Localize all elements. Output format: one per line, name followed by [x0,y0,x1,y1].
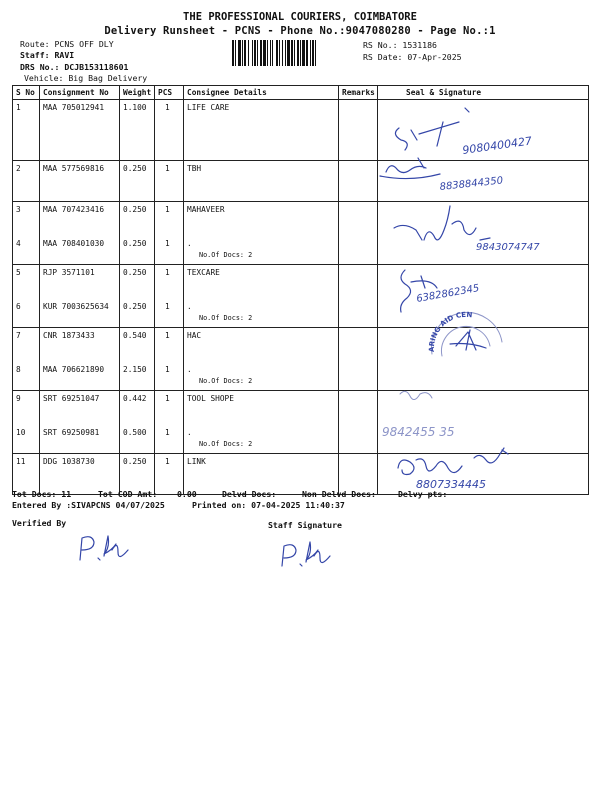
verified-by-label: Verified By [12,518,67,528]
handwritten-phone: 9842455 35 [382,425,455,439]
cell-consignee: TOOL SHOPE [184,391,339,426]
cell-remarks [339,202,378,237]
route-label: Route: PCNS OFF DLY [20,39,114,49]
rs-date: RS Date: 07-Apr-2025 [363,52,462,62]
cell-sno: 7 [13,328,40,363]
cell-weight: 0.442 [120,391,155,426]
total-docs: Tot Docs: 11 [12,489,72,499]
barcode-bar [291,40,293,66]
barcode-bar [306,40,308,66]
cell-sno: 4 [13,236,40,265]
delivered-docs: Delvd Docs: [222,489,277,499]
stamp-text: ARING AID CEN [427,310,473,353]
cell-pcs: 1 [155,425,184,454]
staff-signature [272,538,342,578]
barcode-bar [285,40,286,66]
company-name: THE PROFESSIONAL COURIERS, COIMBATORE [183,11,417,23]
docs-count: No.Of Docs: 2 [199,251,253,259]
signature-row2 [378,150,578,200]
barcode-bar [315,40,316,66]
cell-sno: 1 [13,100,40,161]
cell-pcs: 1 [155,265,184,300]
column-header: Consignee Details [184,86,339,100]
runsheet-title: Delivery Runsheet - PCNS - Phone No.:9047080280 - Page No.:1 [104,25,496,37]
cell-remarks [339,391,378,426]
cell-sno: 10 [13,425,40,454]
cell-remarks [339,100,378,161]
barcode-bar [235,40,236,66]
barcode-bar [260,40,262,66]
cell-consignment: MAA 707423416 [40,202,120,237]
cell-pcs: 1 [155,299,184,328]
handwritten-phone: 6382862345 [415,283,481,305]
cell-remarks [339,328,378,363]
barcode-bar [254,40,256,66]
cell-weight: 0.500 [120,425,155,454]
barcode-bar [232,40,234,66]
signature-row10 [382,380,572,440]
vehicle-label: Vehicle: Big Bag Delivery [24,73,148,83]
cell-pcs: 1 [155,100,184,161]
cell-consignee: MAHAVEER [184,202,339,237]
cell-remarks [339,265,378,300]
cell-pcs: 1 [155,161,184,202]
total-cod-value: 0.00 [177,489,197,499]
cell-weight: 0.250 [120,265,155,300]
cell-pcs: 1 [155,391,184,426]
barcode-bar [244,40,246,66]
cell-weight: 0.250 [120,161,155,202]
barcode-bar [294,40,295,66]
barcode-bar [287,40,290,66]
cell-sno: 8 [13,362,40,391]
consignee-name: . [187,428,192,437]
barcode-bar [279,40,280,66]
handwritten-phone: 9843074747 [476,242,540,253]
cell-remarks [339,236,378,265]
delivery-points: Delvy pts: [398,489,448,499]
cell-consignee [184,236,339,265]
column-header: Seal & Signature [378,86,589,100]
cell-consignment: RJP 3571101 [40,265,120,300]
cell-remarks [339,299,378,328]
cell-weight: 0.250 [120,236,155,265]
cell-consignee: TBH [184,161,339,202]
barcode-bar [302,40,305,66]
docs-count: No.Of Docs: 2 [199,377,253,385]
cell-consignment: CNR 1873433 [40,328,120,363]
cell-weight: 0.540 [120,328,155,363]
cell-consignment: KUR 7003625634 [40,299,120,328]
handwritten-phone: 8838844350 [439,175,504,193]
barcode-bar [270,40,271,66]
cell-pcs: 1 [155,236,184,265]
consignee-name: . [187,239,192,248]
consignee-name: . [187,365,192,374]
cell-sno: 3 [13,202,40,237]
cell-consignment: SRT 69251047 [40,391,120,426]
cell-consignment: MAA 705012941 [40,100,120,161]
cell-sno: 6 [13,299,40,328]
cell-sno: 11 [13,454,40,495]
cell-consignment: MAA 577569816 [40,161,120,202]
table-header-row [13,86,589,100]
docs-count: No.Of Docs: 2 [199,440,253,448]
barcode [232,40,356,66]
barcode-bar [310,40,311,66]
barcode-bar [297,40,299,66]
barcode-bar [238,40,241,66]
staff-signature-label: Staff Signature [268,520,342,530]
cell-consignee: LIFE CARE [184,100,339,161]
barcode-bar [272,40,273,66]
cell-consignee [184,425,339,454]
entered-by: Entered By :SIVAPCNS 04/07/2025 [12,500,165,510]
barcode-bar [312,40,314,66]
cell-remarks [339,161,378,202]
cell-weight: 1.100 [120,100,155,161]
column-header: Remarks [339,86,378,100]
barcode-bar [263,40,266,66]
consignee-name: . [187,302,192,311]
cell-weight: 0.250 [120,454,155,495]
docs-count: No.Of Docs: 2 [199,314,253,322]
barcode-bar [248,40,249,66]
cell-consignment: DDG 1038730 [40,454,120,495]
cell-consignment: MAA 708401030 [40,236,120,265]
rs-number: RS No.: 1531186 [363,40,437,50]
staff-label: Staff: RAVI [20,50,75,60]
column-header: Weight [120,86,155,100]
barcode-bar [300,40,301,66]
cell-consignee: LINK [184,454,339,495]
non-delivered-docs: Non Delvd Docs: [302,489,376,499]
drs-number: DRS No.: DCJB153118601 [20,62,129,72]
barcode-bar [282,40,283,66]
barcode-bar [267,40,268,66]
cell-pcs: 1 [155,202,184,237]
cell-consignee [184,362,339,391]
signature-row4 [388,200,588,255]
cell-consignee: HAC [184,328,339,363]
barcode-bar [276,40,278,66]
barcode-bar [242,40,243,66]
handwritten-phone: 8807334445 [416,478,486,491]
cell-remarks [339,425,378,454]
cell-remarks [339,362,378,391]
column-header: S No [13,86,40,100]
handwritten-phone: 9080400427 [461,134,533,157]
cell-weight: 0.250 [120,202,155,237]
barcode-bar [257,40,258,66]
cell-sno: 2 [13,161,40,202]
cell-consignment: SRT 69250981 [40,425,120,454]
cell-sno: 9 [13,391,40,426]
signature-row6 [395,262,575,312]
cell-consignee [184,299,339,328]
stamp-row8 [420,312,510,372]
column-header: PCS [155,86,184,100]
cell-sno: 5 [13,265,40,300]
cell-pcs: 1 [155,454,184,495]
verified-signature [68,530,138,570]
cell-consignment: MAA 706621890 [40,362,120,391]
barcode-bar [252,40,253,66]
column-header: Consignment No [40,86,120,100]
total-cod-label: Tot COD Amt: [98,489,158,499]
printed-on: Printed on: 07-04-2025 11:40:37 [192,500,345,510]
cell-weight: 0.250 [120,299,155,328]
cell-consignee: TEXCARE [184,265,339,300]
cell-pcs: 1 [155,328,184,363]
cell-weight: 2.150 [120,362,155,391]
cell-pcs: 1 [155,362,184,391]
